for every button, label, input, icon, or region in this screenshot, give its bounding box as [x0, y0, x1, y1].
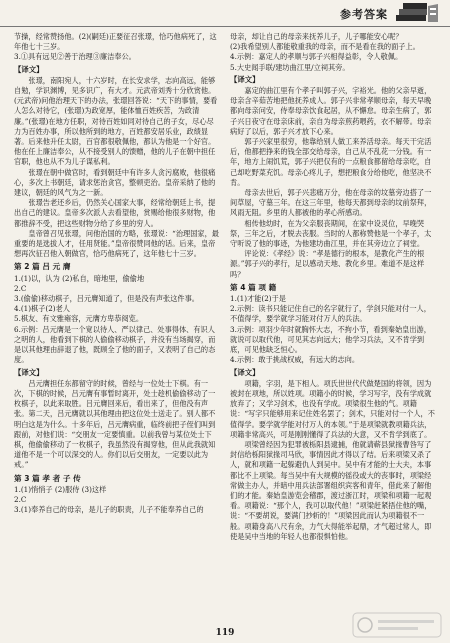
section-title: 第 4 篇 项 籍	[230, 282, 277, 292]
paragraph: 相传他幼时，在为父亲服丧期间，在家中设灵位，早晚哭祭，三年之后，才脱去丧服。当时的人都称赞他是一个孝子，太守听说了他的事迹，为他建坊曲江里，并在其旁边立了祠堂。	[230, 218, 432, 249]
paragraph: 评论说：《孝经》说：“孝是德行的根本，是教化产生的根源。”郭子兴的孝行，足以感动天地、教化乡里。难道不是这样吗？	[230, 249, 425, 279]
answer-item: 5.棋友、有文雅雍容，元膺方卑恭阅览。	[14, 314, 144, 324]
answer-item: 5.大史闻手联/建坊曲江里/立祠其旁。	[230, 62, 350, 72]
answer-item: 3.①具有远见②善于治理③廉洁奉公。	[14, 52, 136, 62]
translation-tag: 【译文】	[14, 367, 44, 377]
answer-item: 2.C	[14, 494, 27, 504]
paragraph: 张璟，南阳宛人，十六岁时，在长安求学，志向高远，能够自勉，学识渊博，见多识广，有大才。元武帝刘秀十分欣赏他。(元武帝)问他治理天下的办法，张璟回答说：“天下的事情，要看人怎么对待它，(张璟)为政宽厚，能体恤百姓疾苦，为政清廉。”(张璟)在地方任职，对待百姓如同对待自己的子女，尽心尽力为百姓办事，所以他所到的地方，百姓都安居乐业，政绩显著。后来他升任太尉，百官都很敬佩他，都认为他是一个好官。他在任上廉洁奉公，从不接受别人的馈赠，他的儿子在朝中担任官职，他也从不为儿子谋私利。	[14, 75, 218, 167]
answer-item: 2.C	[14, 283, 27, 293]
answer-item: 1.(1)才能(2)于是	[230, 294, 286, 304]
paragraph: 吕元膺担任东都留守的时候，曾经与一位处士下棋。有一次，下棋的时候，吕元膺有事暂时离开，处士趁机偷偷移动了一枚棋子，以此来取胜。吕元膺回来后，看出来了，但他没有声张。第二天，吕元膺就以其他理由把这位处士送走了。别人都不明白这是为什么。十多年后，吕元膺病重，临终前把子侄们叫到跟前，对他们说：“交朋友一定要慎重。以前我曾与某位处士下棋，他偷偷移动了一枚棋子，我虽然没有揭穿他，但从此我就知道他不是一个可以深交的人。你们以后交朋友，一定要以此为戒。”	[14, 378, 216, 470]
translation-tag: 【译文】	[230, 74, 260, 84]
paragraph: 郭子兴家里很穷，他靠给别人做工来养活母亲。每天干完活后，他都把挣来的钱全部交给母亲，自己从不乱花一分钱。有一年，地方上闹饥荒，郭子兴把仅有的一点粮食都留给母亲吃，自己却吃野菜充饥。母亲心疼儿子，想把粮食分给他吃，他坚决不肯。	[230, 137, 432, 187]
answer-item: 母亲，却让自己的母亲来抚养儿子，儿子哪能安心呢？	[230, 32, 403, 41]
answer-item: 4.(1)棋子(2)老人	[14, 304, 70, 314]
translation-tag: 【译文】	[14, 64, 44, 74]
answer-item: 1.(1)以，认为 (2)私自，暗地里，偷偷地	[14, 273, 145, 283]
header-label: 参考答案	[340, 8, 388, 21]
answer-item: 4.示例：敢于挑战权威，有远大的志向。	[230, 355, 360, 365]
page-header	[0, 0, 450, 27]
answer-item: 4.示例：嘉定人的孝顺与郭子兴相得益彰，令人敬佩。	[230, 52, 403, 62]
section-title: 第 3 篇 孝 者 子 传	[14, 473, 81, 483]
right-column	[230, 32, 436, 622]
book-stack-icon	[394, 2, 440, 24]
paragraph: 张璟告老还乡后，仍然关心国家大事，经常给朝廷上书，提出自己的建议。皇帝多次派人去看望他，赏赐给他很多财物，他都推辞不受，把这些财物分给了乡里的穷人。	[14, 198, 216, 228]
paragraph: 项籍，字羽，是下相人。项氏世世代代做楚国的将领，因为被封在项地，所以姓项。项籍小的时候，学习写字，没有学成就放弃了；又学习剑术，也没有学成。项梁很生他的气。项籍说：“写字只能够用来记住姓名罢了；剑术，只能对付一个人，不值得学。要学就学能对付万人的本领。”于是项梁就教项籍兵法，项籍非常高兴，可是刚刚懂得了兵法的大意，又不肯学到底了。	[230, 378, 435, 439]
answer-item: 6.示例：吕元膺是一个宽以待人、严以律己、处事得体、有识人之明的人，他看到下棋的人偷偷移动棋子，并没有当场揭穿，而是以其他理由辞退了他，既顾全了他的面子，又表明了自己的态度。	[14, 324, 216, 365]
paragraph: 项梁曾经因为犯罪被栎阳县逮捕，他就请蕲县狱掾曹咎写了封信给栎阳狱掾司马欣，事情因此才得以了结。后来项梁又杀了人，就和项籍一起躲避仇人到吴中。吴中有才能的士大夫，本事都比不上项梁。每当吴中有大规模的徭役或大的丧事时，项梁经常做主办人，并暗中用兵法部署组织宾客和青年，借此来了解他们的才能。秦始皇游览会稽郡，渡过浙江时，项梁和项籍一起观看。项籍说：“那个人，我可以取代他！”项梁赶紧捂住他的嘴，说：“不要胡说，要满门抄斩的！”项梁因此而认为项籍很不一般。项籍身高八尺有余，力气大得能举起鼎，才气超过常人，即使是吴中当地的年轻人也都很惧怕他。	[230, 439, 432, 541]
answer-item: (2)我希望别人都能敬重我的母亲，而不是看在我的面子上。	[230, 42, 420, 52]
answer-item: 3.(1)奉养自己的母亲，是儿子的职责，儿子不能奉养自己的	[14, 505, 204, 515]
paragraph: 母亲去世后，郭子兴悲痛万分，他在母亲的坟墓旁边搭了一间草屋，守墓三年。在这三年里，他每天都到母亲的坟前祭拜，风雨无阻。乡里的人都被他的孝心所感动。	[230, 188, 432, 218]
answer-item: 3.示例：项羽少年时就胸怀大志，不拘小节，看到秦始皇出游，就说可以取代他，可见其志向远大；他学习兵法，又不肯学到底，可见他缺乏恒心。	[230, 324, 431, 355]
answer-item: 1.(1)悄悄子 (2)服侍 (3)这样	[14, 484, 107, 494]
answer-item: 节操，经常赞扬他。(2)(嗣廷)正要征召张璟，恰巧他病死了，这年他七十三岁。	[14, 32, 217, 52]
paragraph: 张璟在朝中做官时，看到朝廷中有许多人贪污腐败，他很痛心，多次上书朝廷，请求惩治贪官，整顿吏治。皇帝采纳了他的建议，朝廷的风气为之一新。	[14, 167, 216, 198]
paragraph: 嘉定的曲江里有个孝子叫郭子兴，字裕光。他的父亲早逝，母亲含辛茹苦地把他抚养成人。郭子兴非常孝顺母亲，每天早晚都向母亲问安，侍奉母亲饮食起居，从不懈怠。母亲生病了，郭子兴日夜守在母亲床前，亲自为母亲煎药喂药，衣不解带。母亲病好了以后，郭子兴才放下心来。	[230, 86, 432, 136]
watermark-logo	[352, 612, 442, 638]
answer-item: 3.(偷偷)移动棋子，吕元膺知道了，但是没有声张这件事。	[14, 294, 199, 304]
translation-tag: 【译文】	[230, 367, 260, 377]
paragraph: 皇帝曾召见张璟，问他治国的方略，张璟说：“治理国家，最重要的是选拔人才，任用贤能。”皇帝很赞同他的话。后来，皇帝想再次征召他入朝做官，恰巧他病死了，这年他七十三岁。	[14, 228, 219, 259]
left-column	[14, 32, 220, 622]
answer-item: 2.示例：读书只能记住自己的名字就行了，学剑只能对付一人，不值得学，要学就学习能对付万人的兵法。	[230, 304, 431, 324]
section-title: 第 2 篇 吕 元 膺	[14, 262, 71, 272]
page-number: 119	[215, 628, 235, 638]
